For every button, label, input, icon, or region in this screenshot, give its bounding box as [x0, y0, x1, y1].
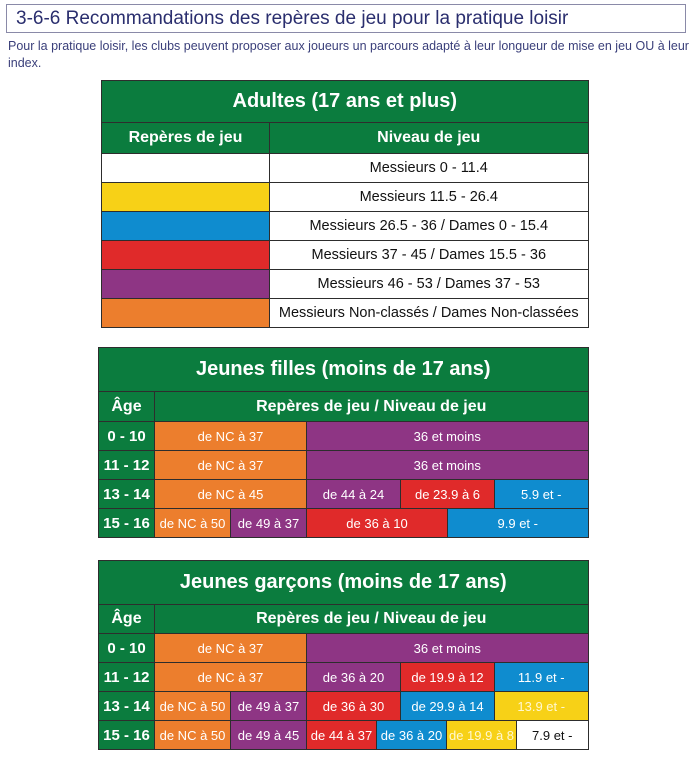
garcons-age: 0 - 10 [99, 634, 155, 663]
garcons-segment: de 36 à 30 [307, 692, 401, 721]
filles-segment: 36 et moins [307, 422, 589, 451]
filles-segment: de NC à 50 [155, 509, 231, 538]
garcons-segment: 7.9 et - [517, 721, 589, 750]
garcons-segment: de NC à 50 [155, 692, 231, 721]
garcons-segment: de 19.9 à 8 [447, 721, 517, 750]
filles-segment: de 36 à 10 [307, 509, 448, 538]
adultes-swatch [102, 183, 270, 212]
filles-segment: de 49 à 37 [231, 509, 307, 538]
filles-segment: de NC à 37 [155, 451, 307, 480]
filles-segment: 5.9 et - [495, 480, 589, 509]
filles-segment: 9.9 et - [448, 509, 589, 538]
adultes-niveau: Messieurs 37 - 45 / Dames 15.5 - 36 [270, 241, 589, 270]
jeunes-garcons-table [98, 560, 589, 750]
jeunes-filles-table [98, 347, 589, 538]
filles-segment: de 44 à 24 [307, 480, 401, 509]
garcons-header-age: Âge [99, 605, 155, 634]
adultes-title: Adultes (17 ans et plus) [102, 81, 589, 123]
filles-age: 11 - 12 [99, 451, 155, 480]
garcons-age: 13 - 14 [99, 692, 155, 721]
adultes-niveau: Messieurs 26.5 - 36 / Dames 0 - 15.4 [270, 212, 589, 241]
filles-age: 15 - 16 [99, 509, 155, 538]
intro-paragraph: Pour la pratique loisir, les clubs peuvent proposer aux joueurs un parcours adapté à leur longueur de mise en jeu OU à leur index. [8, 39, 689, 70]
garcons-segment: de 19.9 à 12 [401, 663, 495, 692]
adultes-table [101, 80, 589, 328]
garcons-header-reperes: Repères de jeu / Niveau de jeu [155, 605, 589, 634]
adultes-swatch [102, 270, 270, 299]
adultes-niveau: Messieurs 0 - 11.4 [270, 154, 589, 183]
garcons-title: Jeunes garçons (moins de 17 ans) [99, 561, 589, 605]
adultes-swatch [102, 299, 270, 328]
filles-title: Jeunes filles (moins de 17 ans) [99, 348, 589, 392]
garcons-age: 11 - 12 [99, 663, 155, 692]
adultes-swatch [102, 212, 270, 241]
adultes-niveau: Messieurs Non-classés / Dames Non-classées [270, 299, 589, 328]
filles-header-reperes: Repères de jeu / Niveau de jeu [155, 392, 589, 422]
garcons-segment: de 36 à 20 [307, 663, 401, 692]
garcons-segment: 11.9 et - [495, 663, 589, 692]
filles-segment: de NC à 37 [155, 422, 307, 451]
adultes-swatch [102, 241, 270, 270]
section-title: 3-6-6 Recommandations des repères de jeu pour la pratique loisir [16, 7, 569, 29]
filles-header-age: Âge [99, 392, 155, 422]
garcons-segment: de NC à 37 [155, 634, 307, 663]
garcons-segment: 13.9 et - [495, 692, 589, 721]
garcons-segment: de NC à 37 [155, 663, 307, 692]
adultes-niveau: Messieurs 46 - 53 / Dames 37 - 53 [270, 270, 589, 299]
adultes-header-niveau: Niveau de jeu [270, 123, 589, 154]
section-header [6, 4, 686, 33]
filles-age: 13 - 14 [99, 480, 155, 509]
garcons-segment: de 36 à 20 [377, 721, 447, 750]
adultes-header-reperes: Repères de jeu [102, 123, 270, 154]
filles-segment: 36 et moins [307, 451, 589, 480]
filles-segment: de 23.9 à 6 [401, 480, 495, 509]
adultes-niveau: Messieurs 11.5 - 26.4 [270, 183, 589, 212]
adultes-swatch [102, 154, 270, 183]
garcons-age: 15 - 16 [99, 721, 155, 750]
garcons-segment: de 29.9 à 14 [401, 692, 495, 721]
garcons-segment: 36 et moins [307, 634, 589, 663]
garcons-segment: de 49 à 37 [231, 692, 307, 721]
garcons-segment: de 44 à 37 [307, 721, 377, 750]
garcons-segment: de 49 à 45 [231, 721, 307, 750]
filles-age: 0 - 10 [99, 422, 155, 451]
garcons-segment: de NC à 50 [155, 721, 231, 750]
filles-segment: de NC à 45 [155, 480, 307, 509]
